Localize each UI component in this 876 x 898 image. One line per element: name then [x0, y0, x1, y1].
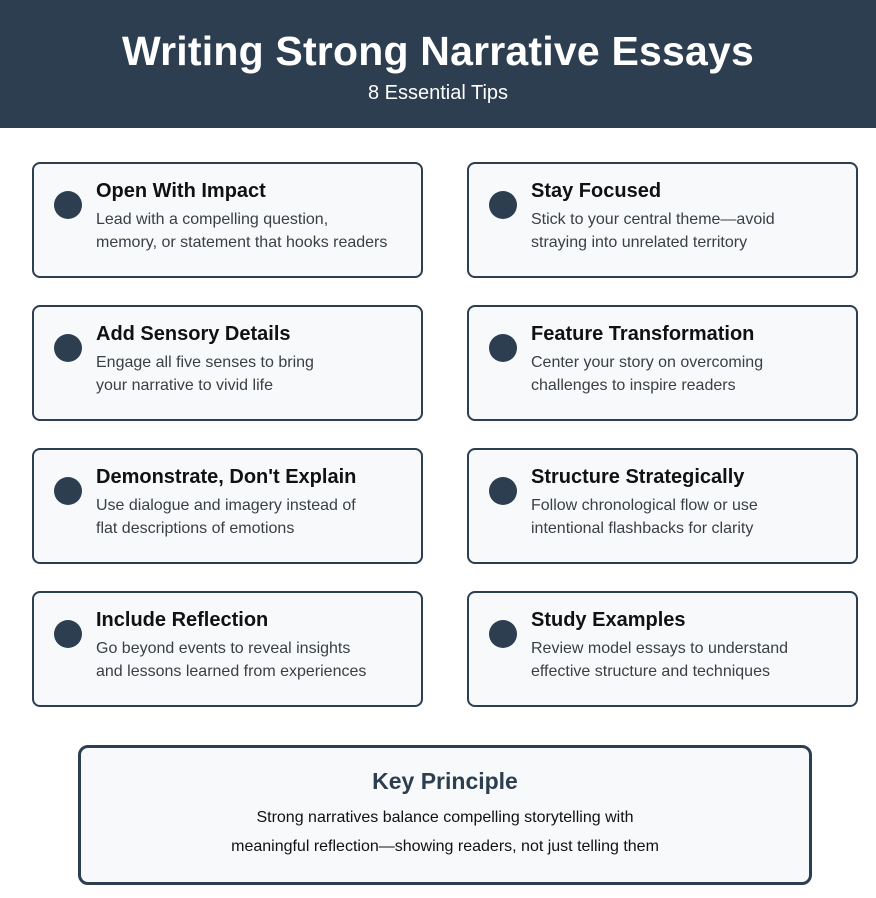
tip-card-structure-strategically — [467, 448, 858, 564]
tip-card-add-sensory-details — [32, 305, 423, 421]
key-principle-text-line: meaningful reflection—showing readers, not just telling them — [231, 838, 659, 855]
tip-title: Structure Strategically — [531, 466, 745, 488]
bullet-dot-icon — [489, 477, 517, 505]
tip-title: Open With Impact — [96, 180, 266, 202]
tip-description-line: memory, or statement that hooks readers — [96, 234, 388, 251]
key-principle-title: Key Principle — [372, 768, 518, 794]
tip-description-line: flat descriptions of emotions — [96, 520, 295, 537]
bullet-dot-icon — [54, 620, 82, 648]
bullet-dot-icon — [489, 620, 517, 648]
tip-title: Include Reflection — [96, 609, 269, 631]
tip-card-open-with-impact — [32, 162, 423, 278]
tip-description-line: Stick to your central theme—avoid — [531, 211, 775, 228]
bullet-dot-icon — [54, 477, 82, 505]
tip-card-feature-transformation — [467, 305, 858, 421]
tip-description-line: straying into unrelated territory — [531, 234, 748, 251]
tip-description-line: Engage all five senses to bring — [96, 354, 314, 371]
tip-description-line: Review model essays to understand — [531, 640, 789, 657]
header-banner — [0, 0, 876, 128]
tip-description-line: effective structure and techniques — [531, 663, 770, 680]
tip-description-line: your narrative to vivid life — [96, 377, 273, 394]
tip-description-line: Use dialogue and imagery instead of — [96, 497, 356, 514]
tip-title: Add Sensory Details — [96, 323, 291, 345]
tip-description-line: Follow chronological flow or use — [531, 497, 758, 514]
tip-card-demonstrate-dont-explain — [32, 448, 423, 564]
key-principle-text-line: Strong narratives balance compelling storytelling with — [256, 809, 634, 826]
page-subtitle: 8 Essential Tips — [367, 82, 509, 104]
bullet-dot-icon — [54, 191, 82, 219]
tip-title: Stay Focused — [531, 180, 662, 202]
tip-title: Study Examples — [531, 609, 686, 631]
tip-description-line: and lessons learned from experiences — [96, 663, 367, 680]
tip-description-line: challenges to inspire readers — [531, 377, 736, 394]
tip-card-stay-focused — [467, 162, 858, 278]
tip-description-line: Lead with a compelling question, — [96, 211, 329, 228]
tip-title: Feature Transformation — [531, 323, 755, 345]
bullet-dot-icon — [54, 334, 82, 362]
tip-card-study-examples — [467, 591, 858, 707]
tip-description-line: Center your story on overcoming — [531, 354, 764, 371]
tip-title: Demonstrate, Don't Explain — [96, 466, 357, 488]
key-principle-box — [78, 745, 812, 885]
bullet-dot-icon — [489, 334, 517, 362]
tip-description-line: Go beyond events to reveal insights — [96, 640, 351, 657]
page-title: Writing Strong Narrative Essays — [121, 28, 755, 74]
tip-description-line: intentional flashbacks for clarity — [531, 520, 754, 537]
bullet-dot-icon — [489, 191, 517, 219]
tip-card-include-reflection — [32, 591, 423, 707]
